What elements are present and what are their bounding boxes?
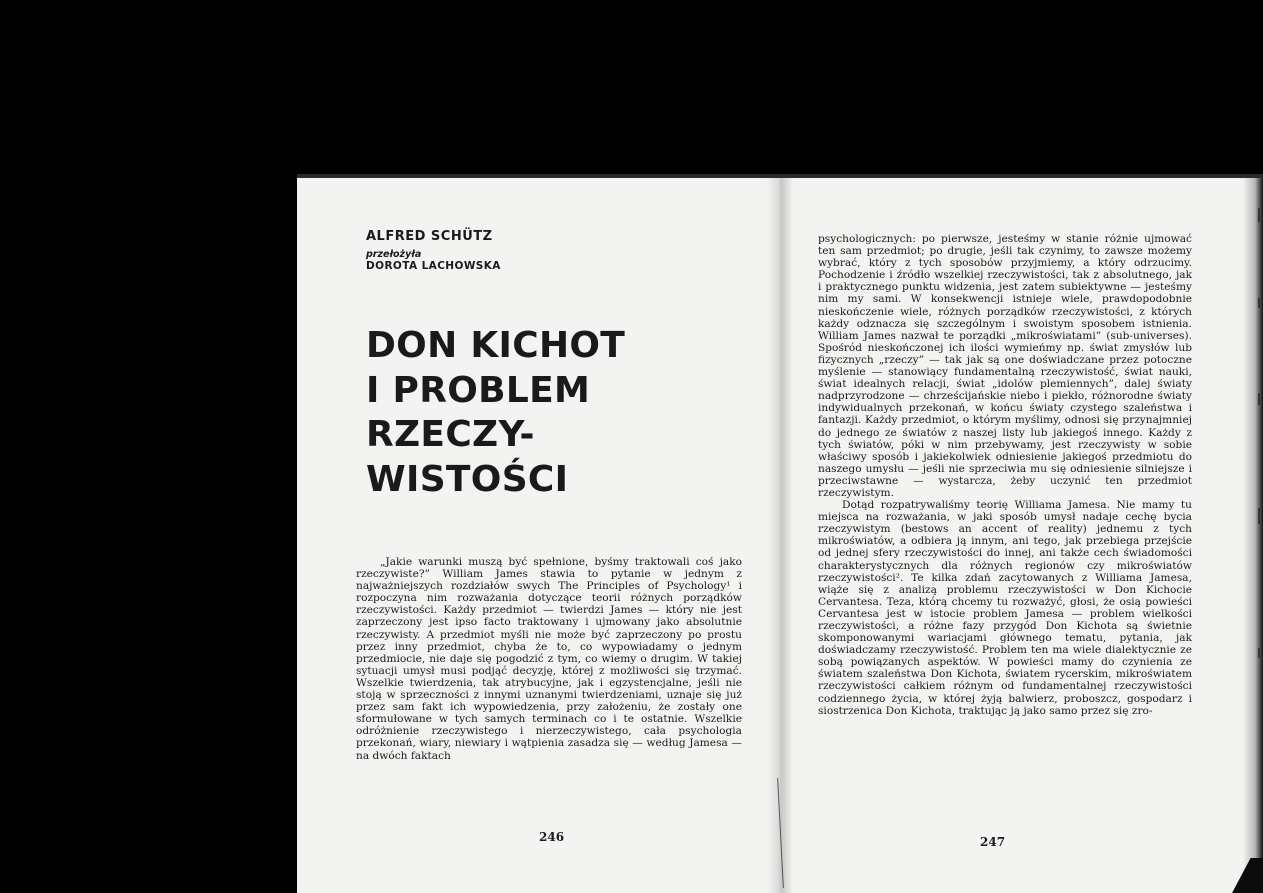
body-paragraph: psychologicznych: po pierwsze, jesteśmy w stanie różnie ujmować ten sam przedmiot; po drugie, jeśli tak czynimy, to zawsze możemy wybrać, który z tych sposobów przyjmiemy, a który odrzucimy. Pochodzenie i źródło wszelkiej rzeczywistości, tak z absolutnego, jak i praktycznego punktu widzenia, jest zatem subiektywne — jesteśmy nim my sami. W konsekwencji istnieje wiele, prawdopodobnie nieskończenie wiele, różnych porządków rzeczywistości, z których każdy odznacza się szczególnym i swoistym sposobem istnienia. William James nazwał te porządki „mikroświatami” (sub-universes). Spośród nieskończonej ich ilości wymieńmy np. świat zmysłów lub fizycznych „rzeczy” — tak jak są one doświadczane przez potoczne myślenie — stanowiący fundamentalną rzeczywistość, świat nauki, świat idealnych relacji, świat „idolów plemiennych”, dalej światy nadprzyrodzone — chrześcijańskie niebo i piekło, różnorodne światy indywidualnych przekonań, w końcu światy czystego szaleństwa i fantazji. Każdy przedmiot, o którym myślimy, odnosi się przynajmniej do jednego ze światów z naszej listy lub jakiegoś innego. Każdy z tych światów, póki w nim przebywamy, jest rzeczywisty w sobie właściwy sposób i jakiekolwiek odniesienie jakiegoś przedmiotu do naszego umysłu — jeśli nie sprzeciwia mu się odniesienie silniejsze i przeciwstawne — wystarcza, żeby uczynić ten przedmiot rzeczywistym. [818,233,1192,499]
title-line: DON KICHOT [366,325,626,366]
title-line: WISTOŚCI [366,458,569,500]
book-spread [297,178,1263,893]
body-paragraph: Dotąd rozpatrywaliśmy teorię Williama Jamesa. Nie mamy tu miejsca na rozważania, w jaki sposób umysł nadaje cechę bycia rzeczywistym (bestows an accent of reality) jednemu z tych mikroświatów, a odbiera ją innym, ani tego, jak przebiega przejście od jednej sfery rzeczywistości do innej, ani także cech świadomości charakterystycznych dla różnych regionów czy mikroświatów rzeczywistości². Te kilka zdań zacytowanych z Williama Jamesa, wiąże się z analizą problemu rzeczywistości w Don Kichocie Cervantesa. Teza, którą chcemy tu rozważyć, głosi, że osią powieści Cervantesa jest w istocie problem Jamesa — problem wielkości rzeczywistości, a różne fazy przygód Don Kichota są świetnie skomponowanymi wariacjami głównego tematu, pytania, jak doświadczamy rzeczywistość. Problem ten ma wiele dialektycznie ze sobą powiązanych aspektów. W powieści mamy do czynienia ze światem szaleństwa Don Kichota, światem rycerskim, mikroświatem rzeczywistości całkiem różnym od fundamentalnej rzeczywistości codziennego życia, w której żyją balwierz, proboszcz, gospodarz i siostrzenica Don Kichota, traktując ją jako samo przez się zro- [818,499,1192,717]
page-number-right: 247 [980,835,1006,849]
page-right-edge-shadow [1243,178,1263,893]
scan-edge-marks [1258,178,1260,893]
article-title [366,324,726,502]
translator-name: DOROTA LACHOWSKA [366,260,501,272]
right-page-body [818,233,1192,717]
book-gutter [767,178,793,893]
body-paragraph: „Jakie warunki muszą być spełnione, byśmy traktowali coś jako rzeczywiste?” William James stawia to pytanie w jednym z najważniejszych rozdziałów swych The Principles of Psychology¹ i rozpoczyna nim rozważania dotyczące teorii różnych porządków rzeczywistości. Każdy przedmiot — twierdzi James — który nie jest zaprzeczony jest ipso facto traktowany i ujmowany jako absolutnie rzeczywisty. A przedmiot myśli nie może być zaprzeczony po prostu przez inny przedmiot, chyba że to, co wypowiadamy o jednym przedmiocie, nie daje się pogodzić z tym, co wiemy o drugim. W takiej sytuacji umysł musi podjąć decyzję, której z możliwości się trzymać. Wszelkie twierdzenia, tak atrybucyjne, jak i egzystencjalne, jeśli nie stoją w sprzeczności z innymi uznanymi twierdzeniami, uznaje się już przez sam fakt ich wypowiedzenia, przy założeniu, że zostały one sformułowane w tych samych terminach co i te ostatnie. Wszelkie odróżnienie rzeczywistego i nierzeczywistego, cała psychologia przekonań, wiary, niewiary i wątpienia zasadza się — według Jamesa — na dwóch faktach [356,556,742,762]
author-name: ALFRED SCHÜTZ [366,229,493,244]
translator-label: przełożyła [366,249,422,260]
page-number-left: 246 [539,830,565,844]
left-page-body [356,556,742,762]
title-line: RZECZY- [366,414,535,455]
title-line: I PROBLEM [366,369,591,411]
